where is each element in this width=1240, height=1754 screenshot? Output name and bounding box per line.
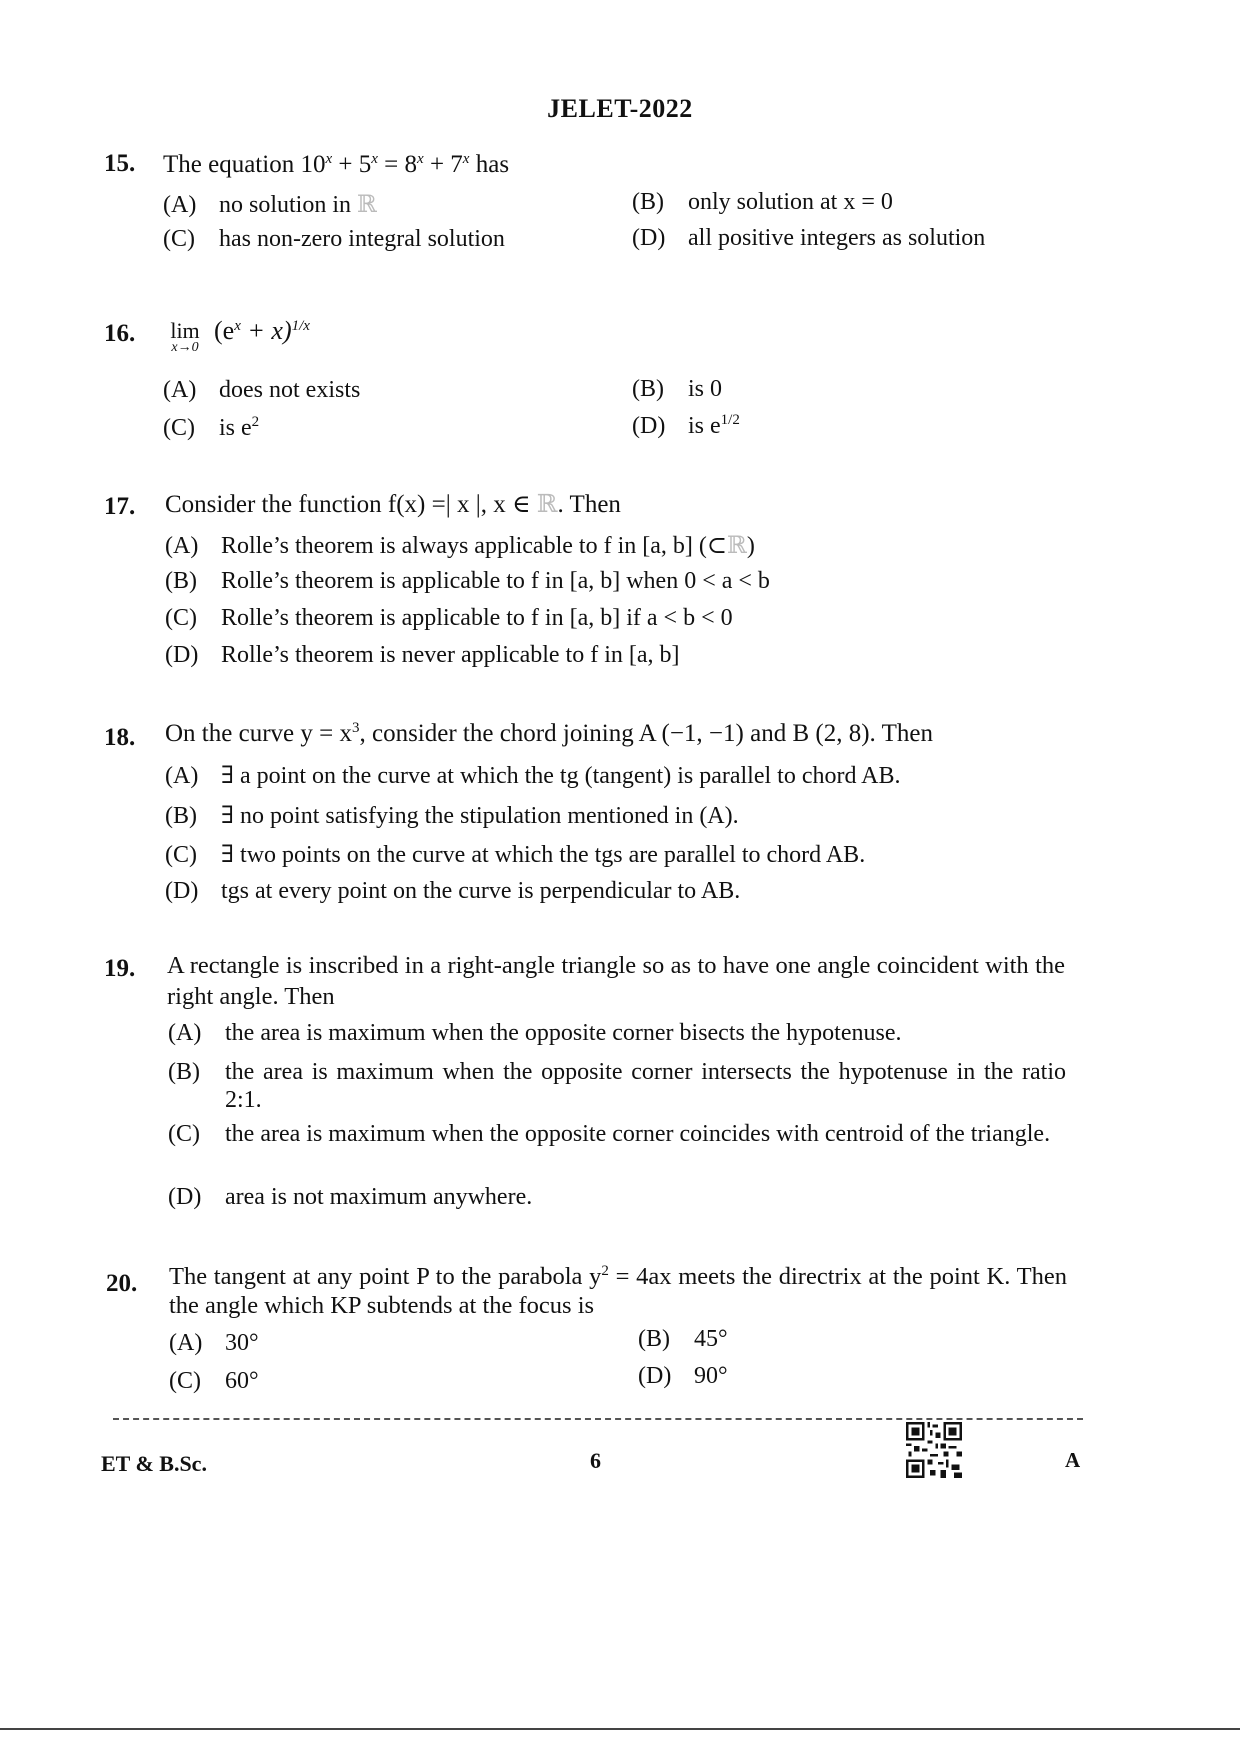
question-19-option-b: (B) the area is maximum when the opposite corner intersects the hypotenuse in the ratio 2:1. [168,1059,1066,1113]
question-18-option-a: (A) ∃ a point on the curve at which the tg (tangent) is parallel to chord AB. [165,763,901,789]
question-17-option-c: (C) Rolle’s theorem is applicable to f in [a, b] if a < b < 0 [165,605,733,631]
question-16-option-b: (B) is 0 [632,376,723,402]
question-16-option-a: (A) does not exists [163,377,361,403]
question-16-option-d: (D) is $e^{1/2}$ [632,412,740,439]
question-16-option-c: (C) is $e^2$ [163,414,260,441]
question-18-option-d: (D) tgs at every point on the curve is perpendicular to AB. [165,878,741,904]
question-18-stem: On the curve $y = x^3$, consider the chord joining A (−1, −1) and B (2, 8). Then [165,720,933,747]
question-16-expression: $(e^x + x)^{1/x}$ [214,316,310,345]
question-15-option-c: (C) has non-zero integral solution [163,226,505,252]
question-17-option-d: (D) Rolle’s theorem is never applicable to f in [a, b] [165,642,680,668]
question-19-option-c: (C) the area is maximum when the opposite corner coincides with centroid of the triangle. [168,1121,1051,1147]
question-19-option-a: (A) the area is maximum when the opposite corner bisects the hypotenuse. [168,1020,902,1046]
footer-divider [113,1418,1083,1420]
question-19-option-d: (D) area is not maximum anywhere. [168,1184,533,1210]
question-20-option-a: (A) 30° [169,1330,259,1356]
question-18-option-b: (B) ∃ no point satisfying the stipulation mentioned in (A). [165,803,739,829]
question-16-number: 16. [104,320,136,347]
question-20-option-c: (C) 60° [169,1368,259,1394]
page-title: JELET-2022 [547,94,693,123]
question-18-option-c: (C) ∃ two points on the curve at which the tgs are parallel to chord AB. [165,842,866,868]
page-number: 6 [590,1448,601,1473]
question-15-option-b: (B) only solution at x = 0 [632,189,893,215]
question-15-number: 15. [104,150,136,177]
question-20-stem: The tangent at any point P to the parabola $y^2 = 4ax$ meets the directrix at the point K. Then the angle which KP subtends at the focus is [169,1263,1067,1319]
question-17-stem: Consider the function f(x) =| x |, x ∈ ℝ. Then [165,491,621,518]
question-19-number: 19. [104,955,136,982]
question-17-option-a: (A) Rolle’s theorem is always applicable to f in [a, b] (⊂ℝ) [165,533,755,559]
question-18-number: 18. [104,724,136,751]
qr-code-icon [906,1422,962,1478]
footer-subject: ET & B.Sc. [101,1451,207,1476]
question-19-stem: A rectangle is inscribed in a right-angle triangle so as to have one angle coincident with the right angle. Then [167,952,1065,1010]
question-set-letter: A [1065,1448,1081,1472]
question-20-option-d: (D) 90° [638,1363,728,1389]
question-20-option-b: (B) 45° [638,1326,728,1352]
question-15-option-a: (A) no solution in ℝ [163,192,377,218]
question-15-option-d: (D) all positive integers as solution [632,225,986,251]
page-bottom-border [0,1728,1240,1730]
question-20-number: 20. [106,1270,138,1297]
question-15-stem: The equation $10^x + 5^x = 8^x + 7^x$ has [163,151,510,178]
question-16-limit: lim x→0 [170,318,200,355]
question-17-option-b: (B) Rolle’s theorem is applicable to f in [a, b] when 0 < a < b [165,568,770,594]
question-17-number: 17. [104,493,136,520]
